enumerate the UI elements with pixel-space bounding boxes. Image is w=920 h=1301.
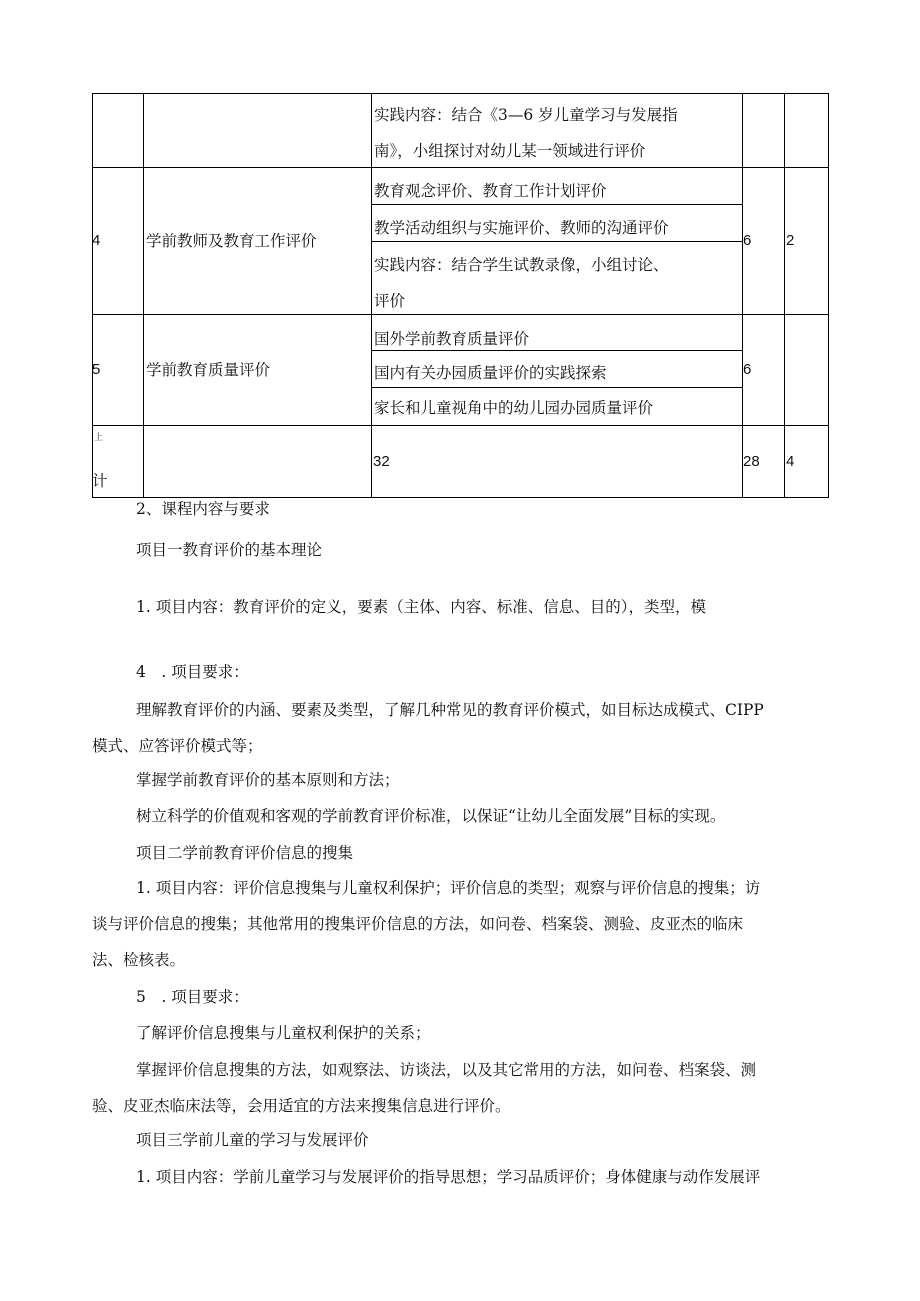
total-label: 计 <box>92 472 108 490</box>
requirement-line: 理解教育评价的内涵、要素及类型，了解几种常见的教育评价模式，如目标达成模式、CIPP <box>136 701 764 719</box>
total-practice: 4 <box>786 453 795 470</box>
theory-hours: 6 <box>743 232 752 249</box>
total-theory: 28 <box>743 453 760 470</box>
total-hours: 32 <box>373 453 390 470</box>
section-heading: 2、课程内容与要求 <box>136 500 270 518</box>
column-divider <box>143 93 144 498</box>
project-title: 项目三学前儿童的学习与发展评价 <box>136 1131 369 1149</box>
requirement-line: 了解评价信息搜集与儿童权利保护的关系； <box>136 1024 431 1042</box>
topic-cell: 实践内容：结合《3—6 岁儿童学习与发展指 <box>374 106 678 124</box>
topic-cell: 国内有关办园质量评价的实践探索 <box>374 364 607 382</box>
requirement-line: 掌握学前教育评价的基本原则和方法； <box>136 771 400 789</box>
row-number: 4 <box>92 232 101 249</box>
theory-hours: 6 <box>743 361 752 378</box>
topic-cell: 南》，小组探讨对幼儿某一领域进行评价 <box>374 142 646 160</box>
project-title: 项目一教育评价的基本理论 <box>136 541 323 559</box>
table-border-left <box>92 93 93 498</box>
row-divider <box>92 314 829 315</box>
row-number: 5 <box>92 361 101 378</box>
requirement-line: 验、皮亚杰临床法等，会用适宜的方法来搜集信息进行评价。 <box>92 1097 511 1115</box>
requirement-label: 4 . 项目要求： <box>136 663 249 681</box>
topic-cell: 家长和儿童视角中的幼儿园办园质量评价 <box>374 399 654 417</box>
topic-cell: 评价 <box>374 292 406 310</box>
total-label-top: 上 <box>94 433 104 443</box>
project-title: 项目二学前教育评价信息的搜集 <box>136 844 354 862</box>
table-border-top <box>92 93 829 94</box>
topic-cell: 教学活动组织与实施评价、教师的沟通评价 <box>374 219 669 237</box>
column-divider <box>742 93 743 498</box>
requirement-label: 5 . 项目要求： <box>136 988 249 1006</box>
project-content: 谈与评价信息的搜集；其他常用的搜集评价信息的方法，如问卷、档案袋、测验、皮亚杰的临床 <box>92 915 744 933</box>
course-hours-table <box>92 93 829 498</box>
requirement-line: 树立科学的价值观和客观的学前教育评价标准，以保证“让幼儿全面发展”目标的实现。 <box>136 807 726 825</box>
project-content: 1. 项目内容：评价信息搜集与儿童权利保护；评价信息的类型；观察与评价信息的搜集；访 <box>136 879 761 897</box>
column-divider <box>784 93 785 498</box>
table-border-right <box>828 93 829 498</box>
row-title: 学前教育质量评价 <box>146 361 271 379</box>
column-divider <box>371 93 372 498</box>
topic-cell: 国外学前教育质量评价 <box>374 330 530 348</box>
row-title: 学前教师及教育工作评价 <box>146 232 317 250</box>
requirement-line: 掌握评价信息搜集的方法，如观察法、访谈法，以及其它常用的方法，如问卷、档案袋、测 <box>136 1061 757 1079</box>
topic-cell: 教育观念评价、教育工作计划评价 <box>374 182 607 200</box>
project-content: 法、检核表。 <box>92 951 186 969</box>
topic-cell: 实践内容：结合学生试教录像，小组讨论、 <box>374 256 669 274</box>
practice-hours: 2 <box>786 232 795 249</box>
project-content: 1. 项目内容：学前儿童学习与发展评价的指导思想；学习品质评价；身体健康与动作发展评 <box>136 1168 761 1186</box>
project-content: 1. 项目内容：教育评价的定义，要素（主体、内容、标准、信息、目的），类型，模 <box>136 598 706 616</box>
requirement-line: 模式、应答评价模式等； <box>92 737 263 755</box>
table-border-bottom <box>92 497 829 498</box>
